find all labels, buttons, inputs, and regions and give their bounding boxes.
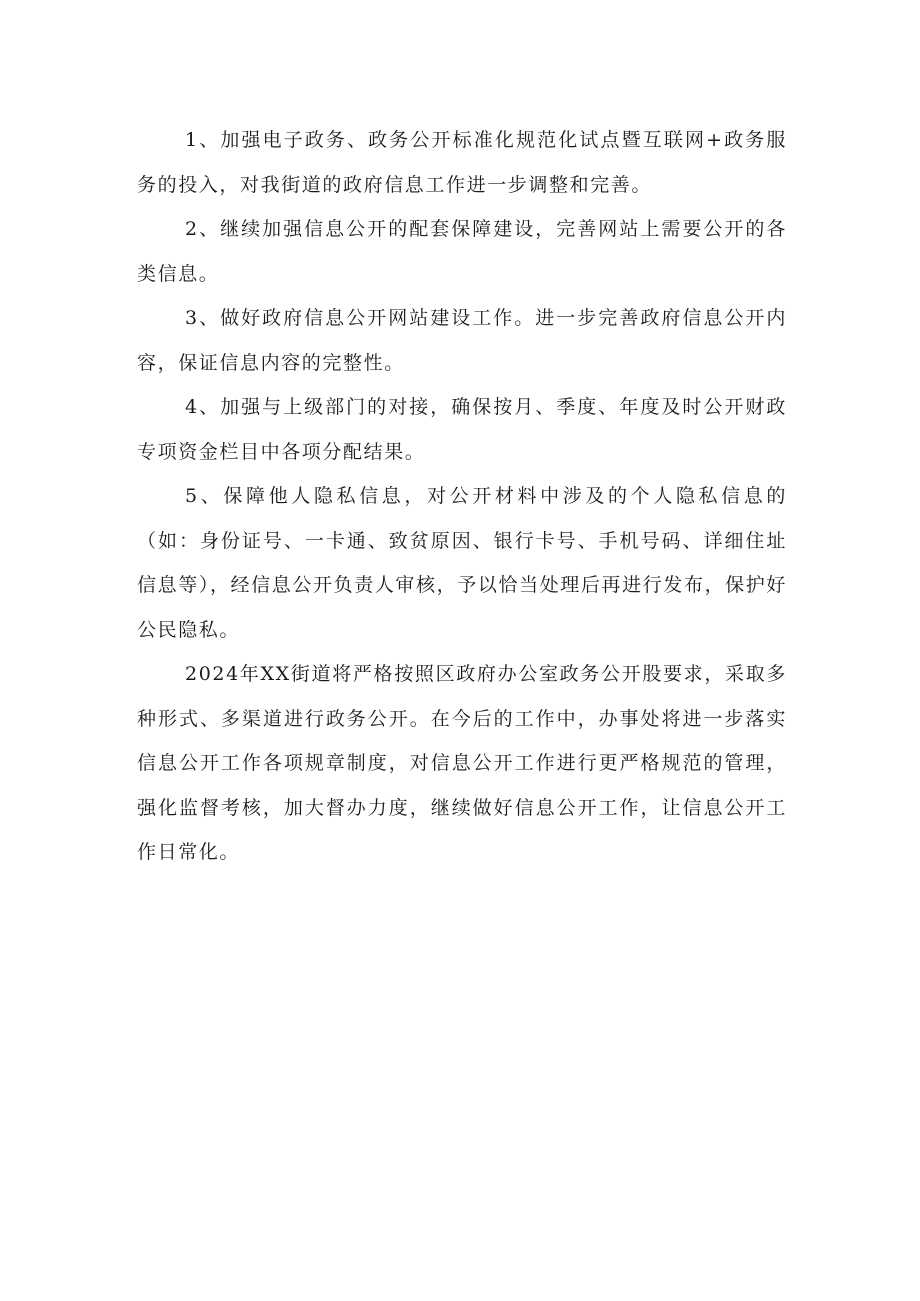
document-body <box>137 118 787 875</box>
paragraph-1: 1、加强电子政务、政务公开标准化规范化试点暨互联网+政务服务的投入，对我街道的政府信息工作进一步调整和完善。 <box>137 129 787 196</box>
paragraph-4: 4、加强与上级部门的对接，确保按月、季度、年度及时公开财政专项资金栏目中各项分配结果。 <box>137 396 787 463</box>
paragraph-summary: 2024年XX街道将严格按照区政府办公室政务公开股要求，采取多种形式、多渠道进行政务公开。在今后的工作中，办事处将进一步落实信息公开工作各项规章制度，对信息公开工作进行更严格规范的管理，强化监督考核，加大督办力度，继续做好信息公开工作，让信息公开工作日常化。 <box>137 663 787 863</box>
paragraph-5: 5、保障他人隐私信息，对公开材料中涉及的个人隐私信息的（如：身份证号、一卡通、致贫原因、银行卡号、手机号码、详细住址信息等），经信息公开负责人审核，予以恰当处理后再进行发布，保护好公民隐私。 <box>137 485 787 641</box>
paragraph-2: 2、继续加强信息公开的配套保障建设，完善网站上需要公开的各类信息。 <box>137 218 787 285</box>
paragraph-3: 3、做好政府信息公开网站建设工作。进一步完善政府信息公开内容，保证信息内容的完整性。 <box>137 307 787 374</box>
